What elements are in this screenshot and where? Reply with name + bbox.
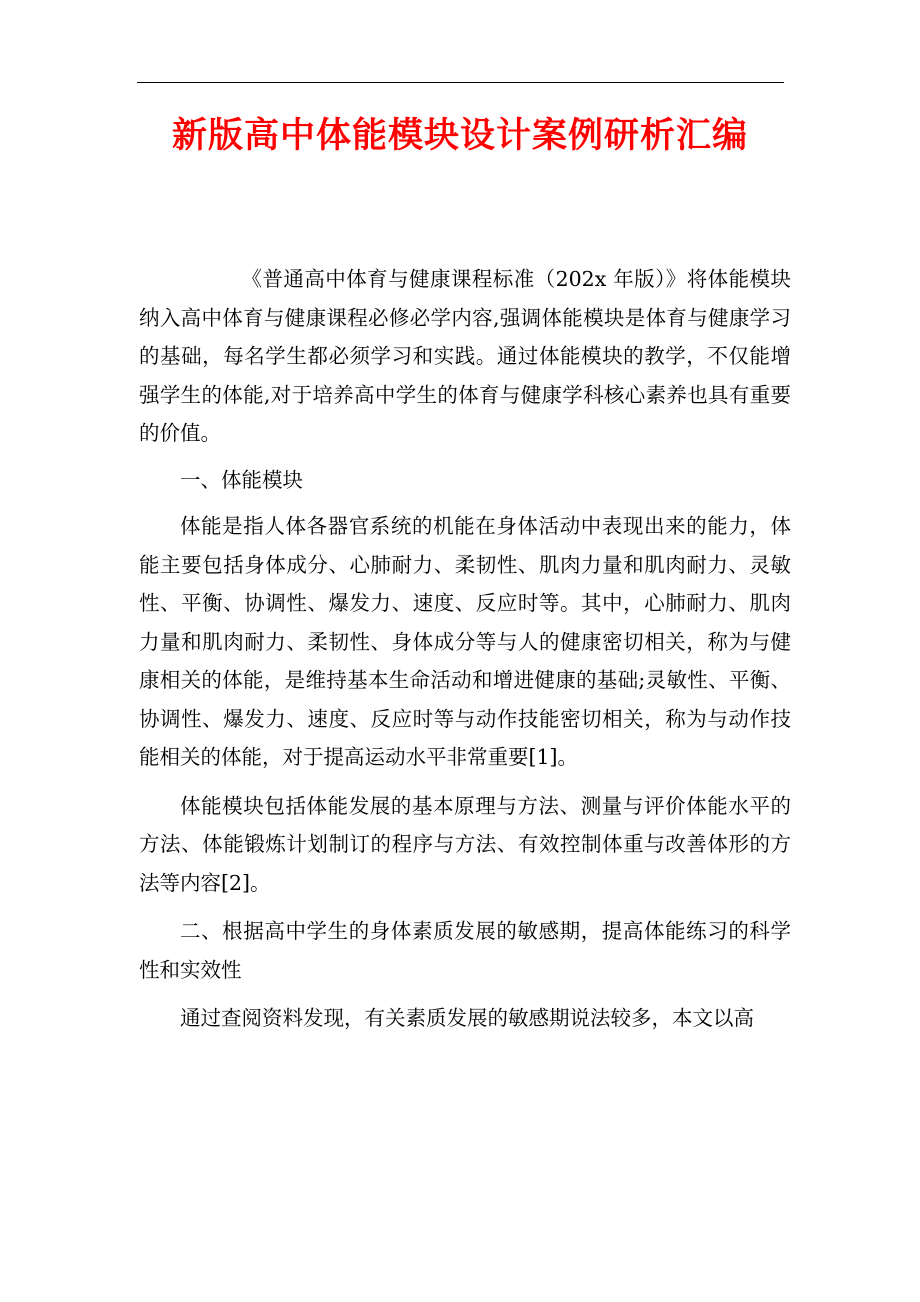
section-heading-1: 一、体能模块 bbox=[180, 467, 303, 492]
body-paragraph: 体能是指人体各器官系统的机能在身体活动中表现出来的能力，体能主要包括身体成分、心肺耐力、柔韧性、肌肉力量和肌肉耐力、灵敏性、平衡、协调性、爆发力、速度、反应时等。其中，心肺耐力、肌肉力量和肌肉耐力、柔韧性、身体成分等与人的健康密切相关，称为与健康相关的体能，是维持基本生命活动和增进健康的基础;灵敏性、平衡、协调性、爆发力、速度、反应时等与动作技能密切相关，称为与动作技能相关的体能，对于提高运动水平非常重要[1]。 bbox=[139, 514, 791, 769]
section-heading-2: 二、根据高中学生的身体素质发展的敏感期，提高体能练习的科学性和实效性 bbox=[139, 919, 791, 982]
header-rule bbox=[137, 82, 784, 83]
body-paragraph: 体能模块包括体能发展的基本原理与方法、测量与评价体能水平的方法、体能锻炼计划制订的程序与方法、有效控制体重与改善体形的方法等内容[2]。 bbox=[139, 793, 791, 895]
document-title: 新版高中体能模块设计案例研析汇编 bbox=[171, 115, 748, 156]
document-body bbox=[139, 260, 791, 1038]
intro-paragraph: 《普通高中体育与健康课程标准（202x 年版）》将体能模块纳入高中体育与健康课程必修必学内容,强调体能模块是体育与健康学习的基础，每名学生都必须学习和实践。通过体能模块的教学，不仅能增强学生的体能,对于培养高中学生的体育与健康学科核心素养也具有重要的价值。 bbox=[139, 267, 791, 445]
body-paragraph: 通过查阅资料发现，有关素质发展的敏感期说法较多，本文以高 bbox=[180, 1006, 754, 1030]
